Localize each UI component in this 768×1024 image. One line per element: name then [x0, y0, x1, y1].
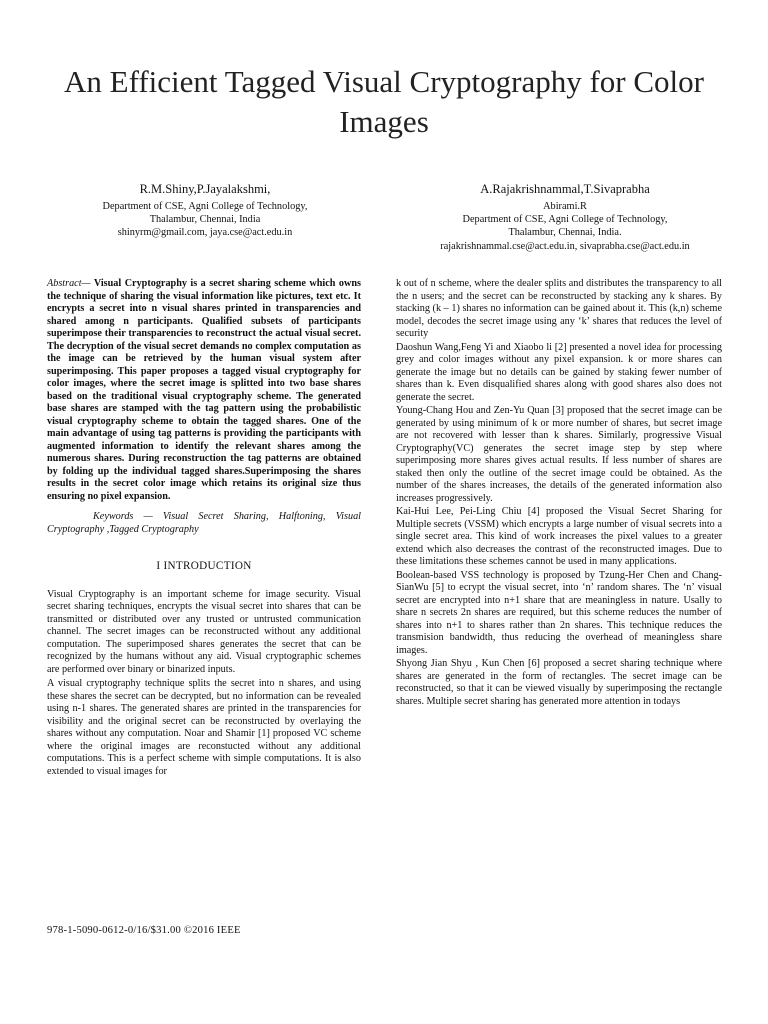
paragraph: Daoshun Wang,Feng Yi and Xiaobo li [2] presented a novel idea for processing grey and color images without any pixel expansion. k or more shares can generate the image but no details can be gained by staking fewer number of shares than k. Even disqualified shares along with good shares also does not generate the secret. [396, 341, 722, 403]
keywords: Keywords — Visual Secret Sharing, Halftoning, Visual Cryptography ,Tagged Cryptography [47, 511, 361, 535]
paper-title: An Efficient Tagged Visual Cryptography for Color Images [64, 64, 704, 139]
affiliation-line: Department of CSE, Agni College of Technology, [462, 214, 668, 226]
author-emails: shinyrm@gmail.com, jaya.cse@act.edu.in [117, 227, 293, 239]
author-names-right: A.Rajakrishnammal,T.Sivaprabha [480, 182, 650, 196]
right-column [396, 278, 722, 709]
paragraph: Boolean-based VSS technology is proposed by Tzung-Her Chen and Chang-SianWu [5] to ecrypt the visual secret, into ‘n’ random shares. The ‘n’ visual secret are encrypted into n+1 share that are meaningless in nature. Usally to share n secrets 2n shares are required, but this scheme reduces the number of shares into n+1 to shares rather than 2n shares. This technique reduces the transmision bandwidth, thus reducing the overhead of meaningless share images. [396, 569, 722, 656]
paragraph: k out of n scheme, where the dealer splits and distributes the transparency to all the n users; and the secret can be reconstructed by stacking any k shares. By stacking (k – 1) shares no information can be gained about it. This (k,n) scheme model, decodes the secret image using any ‘k’ shares that reduces the level of security [396, 278, 722, 339]
author-block-right [385, 180, 745, 253]
abstract-text: Visual Cryptography is a secret sharing scheme which owns the technique of sharing the visual information like pictures, text etc. It encrypts a secret into n visual shares printed in transparencies and shared among n participants. Qualified subsets of participants superimpose their transparencies to reconstruct the actual visual secret. The decryption of the visual secret demands no complex computation as the image can be retrieved by the human visual system after superimposing. This paper proposes a tagged visual cryptography for color images, where the secret image is splitted into two base shares based on the traditional visual cryptography scheme. The generated base shares are stamped with the tag pattern using the probabilistic visual cryptography scheme to obtain the tagged shares. One of the main advantage of using tag patterns is providing the participants with augmented information to identify the relevant shares among the numerous shares. During reconstruction the tag patterns are obtained by folding up the individual tagged shares.Superimposing the shares results in the secret color image which retains its original size thus ensuring no pixel expansion. [47, 278, 361, 502]
paragraph: Young-Chang Hou and Zen-Yu Quan [3] proposed that the secret image can be generated by using minimum of k or more number of shares, but secret image are not recovered with lesser than k shares. Similarly, progressive Visual Cryptography(VC) generates the secret image step by step where superimposing more shares gives actual results. If less number of shares are staked then only the outline of the secret image could be obtained. As the number of the shares increases, the details of the generated information also increases progressively. [396, 405, 722, 504]
left-column [47, 278, 361, 780]
paragraph: Visual Cryptography is an important scheme for image security. Visual secret sharing techniques, encrypts the visual secret into shares that can be transmitted or distributed over any trusted or untrusted communication channel. The secret images can be reconstructed without any additional computation. The superimposed shares generates the secret that can be recognized by the humans without any aid. Visual cryptographic schemes are performed over binary or binarized inputs. [47, 588, 361, 675]
author-names-left: R.M.Shiny,P.Jayalakshmi, [139, 182, 271, 196]
affiliation-line: Thalambur, Chennai, India [149, 214, 261, 226]
author-emails: rajakrishnammal.cse@act.edu.in, sivaprabha.cse@act.edu.in [440, 240, 690, 252]
copyright-footer: 978-1-5090-0612-0/16/$31.00 ©2016 IEEE [47, 925, 241, 936]
paragraph: Shyong Jian Shyu , Kun Chen [6] proposed a secret sharing technique where shares are generated in the form of rectangles. The secret image can be reconstructed, so that it can be viewed visually by superimposing the rectangle shares. Multiple secret sharing has generated more attention in todays [396, 658, 722, 707]
section-heading: I INTRODUCTION [156, 560, 252, 572]
affiliation-line: Department of CSE, Agni College of Technology, [102, 201, 308, 212]
author-block-left [40, 180, 370, 240]
paragraph: Kai-Hui Lee, Pei-Ling Chiu [4] proposed the Visual Secret Sharing for Multiple secrets (VSSM) which encrypts a large number of visual secrets into a single secret area. This kind of work increases the pixel values to a greater extend which also decreases the contrast of the reconstructed images. Due to these limitations these schemes cannot be used in many applications. [396, 506, 722, 567]
affiliation-line: Thalambur, Chennai, India. [508, 227, 622, 239]
abstract [47, 278, 361, 503]
paragraph: A visual cryptography technique splits the secret into n shares, and using these shares the secret can be decrypted, but no information can be revealed using n-1 shares. The generated shares are printed in the transparencies for visibility and the original secret can be reconstructed by overlaying the shares without any computation. Noar and Shamir [1] proposed VC scheme where the original images are reconstucted without any additional computations. This is a perfect scheme with simple computations. It is also extended to visual images for [47, 678, 361, 777]
author-extra-name: Abirami.R [543, 201, 587, 212]
abstract-lead: Abstract— [47, 278, 91, 289]
